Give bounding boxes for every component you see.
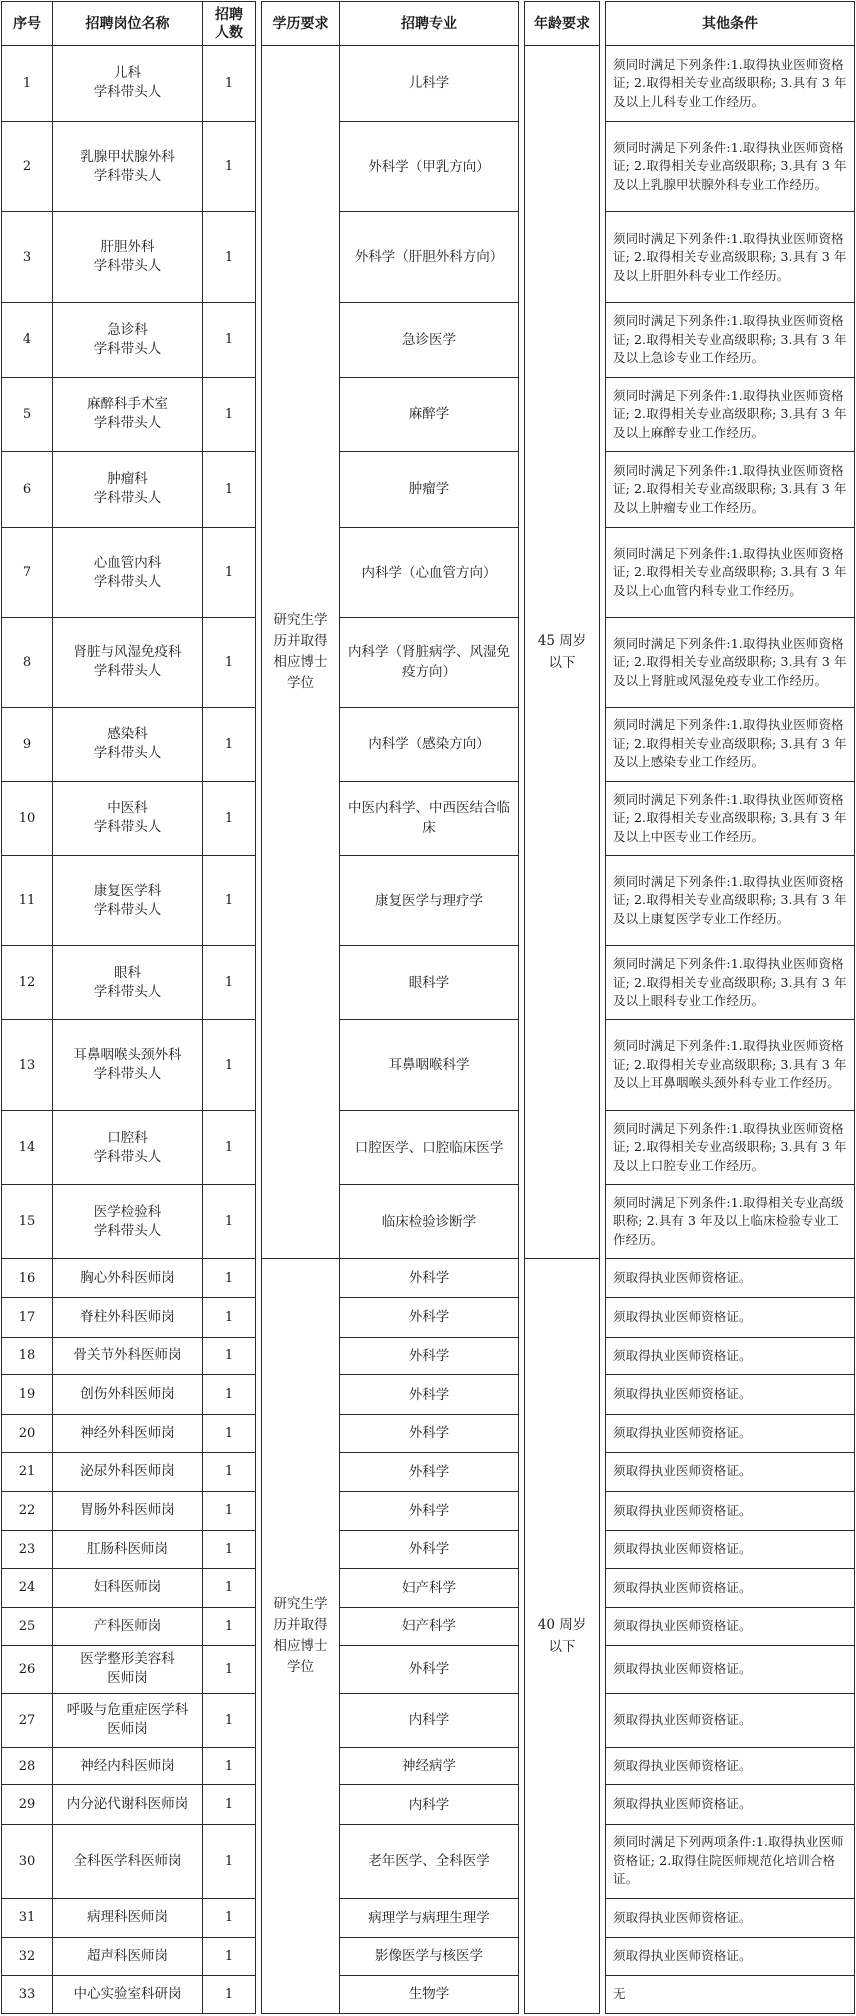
other-conditions-cell: 须同时满足下列条件:1.取得执业医师资格证; 2.取得相关专业高级职称; 3.具有 3 年及以上中医专业工作经历。: [606, 781, 855, 855]
count-cell: 1: [203, 1568, 256, 1607]
seq-cell: 24: [2, 1568, 53, 1607]
major-cell: 外科学（肝胆外科方向）: [340, 212, 519, 303]
major-cell: 外科学: [340, 1259, 519, 1298]
other-conditions-cell: 须取得执业医师资格证。: [606, 1375, 855, 1414]
other-conditions-cell: 须同时满足下列条件:1.取得执业医师资格证; 2.取得相关专业高级职称; 3.具有 3 年及以上急诊专业工作经历。: [606, 303, 855, 378]
education-cell: 研究生学 历并取得 相应博士 学位: [262, 1259, 340, 2014]
count-cell: 1: [203, 1452, 256, 1491]
seq-cell: 15: [2, 1185, 53, 1259]
major-cell: 肿瘤学: [340, 451, 519, 527]
post-name-cell: 呼吸与危重症医学科 医师岗: [53, 1693, 203, 1747]
major-cell: 康复医学与理疗学: [340, 855, 519, 946]
count-cell: 1: [203, 451, 256, 527]
count-cell: 1: [203, 46, 256, 122]
count-cell: 1: [203, 1898, 256, 1937]
seq-cell: 8: [2, 618, 53, 707]
post-name-cell: 神经内科医师岗: [53, 1747, 203, 1785]
post-name-cell: 医学整形美容科 医师岗: [53, 1645, 203, 1693]
post-name-cell: 产科医师岗: [53, 1608, 203, 1646]
post-name-cell: 创伤外科医师岗: [53, 1375, 203, 1414]
count-cell: 1: [203, 1259, 256, 1298]
other-conditions-cell: 须取得执业医师资格证。: [606, 1530, 855, 1568]
table-row: [2, 618, 855, 707]
seq-cell: 6: [2, 451, 53, 527]
table-row: [2, 707, 855, 781]
major-cell: 外科学: [340, 1337, 519, 1375]
count-cell: 1: [203, 303, 256, 378]
count-cell: 1: [203, 377, 256, 451]
post-name-cell: 感染科 学科带头人: [53, 707, 203, 781]
count-cell: 1: [203, 1645, 256, 1693]
major-cell: 外科学: [340, 1491, 519, 1530]
seq-cell: 20: [2, 1414, 53, 1452]
table-row: [2, 1975, 855, 2013]
seq-cell: 5: [2, 377, 53, 451]
table-row: [2, 1608, 855, 1646]
major-cell: 老年医学、全科医学: [340, 1824, 519, 1898]
major-cell: 妇产科学: [340, 1608, 519, 1646]
count-cell: 1: [203, 1298, 256, 1337]
post-name-cell: 儿科 学科带头人: [53, 46, 203, 122]
other-conditions-cell: 须取得执业医师资格证。: [606, 1608, 855, 1646]
seq-cell: 11: [2, 855, 53, 946]
post-name-cell: 耳鼻咽喉头颈外科 学科带头人: [53, 1020, 203, 1111]
table-row: [2, 451, 855, 527]
other-conditions-cell: 须同时满足下列条件:1.取得执业医师资格证; 2.取得相关专业高级职称; 3.具有 3 年及以上康复医学专业工作经历。: [606, 855, 855, 946]
age-cell: 40 周岁 以下: [525, 1259, 600, 2014]
post-name-cell: 全科医学科医师岗: [53, 1824, 203, 1898]
table-row: [2, 1375, 855, 1414]
major-cell: 耳鼻咽喉科学: [340, 1020, 519, 1111]
other-conditions-cell: 须同时满足下列条件:1.取得执业医师资格证; 2.取得相关专业高级职称; 3.具有 3 年及以上耳鼻咽喉头颈外科专业工作经历。: [606, 1020, 855, 1111]
other-conditions-cell: 须取得执业医师资格证。: [606, 1937, 855, 1975]
count-cell: 1: [203, 1747, 256, 1785]
count-cell: 1: [203, 781, 256, 855]
table-row: [2, 781, 855, 855]
post-name-cell: 肾脏与风湿免疫科 学科带头人: [53, 618, 203, 707]
post-name-cell: 内分泌代谢科医师岗: [53, 1785, 203, 1824]
post-name-cell: 康复医学科 学科带头人: [53, 855, 203, 946]
other-conditions-cell: 须同时满足下列条件:1.取得执业医师资格证; 2.取得相关专业高级职称; 3.具有 3 年及以上儿科专业工作经历。: [606, 46, 855, 122]
post-name-cell: 乳腺甲状腺外科 学科带头人: [53, 121, 203, 212]
count-cell: 1: [203, 1414, 256, 1452]
table-row: [2, 1491, 855, 1530]
header-post: 招聘岗位名称: [53, 2, 203, 46]
table-row: [2, 121, 855, 212]
header-age: 年龄要求: [525, 2, 600, 46]
post-name-cell: 心血管内科 学科带头人: [53, 527, 203, 618]
table-row: [2, 1747, 855, 1785]
seq-cell: 27: [2, 1693, 53, 1747]
table-row: [2, 1693, 855, 1747]
header-seq: 序号: [2, 2, 53, 46]
seq-cell: 9: [2, 707, 53, 781]
major-cell: 神经病学: [340, 1747, 519, 1785]
header-education: 学历要求: [262, 2, 340, 46]
seq-cell: 33: [2, 1975, 53, 2013]
seq-cell: 4: [2, 303, 53, 378]
major-cell: 内科学（心血管方向）: [340, 527, 519, 618]
table-row: [2, 1185, 855, 1259]
count-cell: 1: [203, 1693, 256, 1747]
table-row: [2, 1337, 855, 1375]
major-cell: 口腔医学、口腔临床医学: [340, 1111, 519, 1185]
seq-cell: 25: [2, 1608, 53, 1646]
seq-cell: 13: [2, 1020, 53, 1111]
major-cell: 妇产科学: [340, 1568, 519, 1607]
other-conditions-cell: 须同时满足下列两项条件:1.取得执业医师资格证; 2.取得住院医师规范化培训合格证。: [606, 1824, 855, 1898]
header-major: 招聘专业: [340, 2, 519, 46]
count-cell: 1: [203, 1824, 256, 1898]
count-cell: 1: [203, 121, 256, 212]
post-name-cell: 胃肠外科医师岗: [53, 1491, 203, 1530]
post-name-cell: 口腔科 学科带头人: [53, 1111, 203, 1185]
seq-cell: 3: [2, 212, 53, 303]
seq-cell: 23: [2, 1530, 53, 1568]
major-cell: 影像医学与核医学: [340, 1937, 519, 1975]
seq-cell: 29: [2, 1785, 53, 1824]
other-conditions-cell: 须同时满足下列条件:1.取得执业医师资格证; 2.取得相关专业高级职称; 3.具有 3 年及以上眼科专业工作经历。: [606, 946, 855, 1020]
post-name-cell: 急诊科 学科带头人: [53, 303, 203, 378]
table-row: [2, 1898, 855, 1937]
seq-cell: 18: [2, 1337, 53, 1375]
table-row: [2, 303, 855, 378]
major-cell: 儿科学: [340, 46, 519, 122]
other-conditions-cell: 须取得执业医师资格证。: [606, 1414, 855, 1452]
other-conditions-cell: 须取得执业医师资格证。: [606, 1298, 855, 1337]
other-conditions-cell: 须同时满足下列条件:1.取得执业医师资格证; 2.取得相关专业高级职称; 3.具有 3 年及以上感染专业工作经历。: [606, 707, 855, 781]
table-row: [2, 1111, 855, 1185]
major-cell: 外科学: [340, 1375, 519, 1414]
seq-cell: 14: [2, 1111, 53, 1185]
post-name-cell: 肝胆外科 学科带头人: [53, 212, 203, 303]
major-cell: 急诊医学: [340, 303, 519, 378]
seq-cell: 32: [2, 1937, 53, 1975]
other-conditions-cell: 须同时满足下列条件:1.取得相关专业高级职称; 2.具有 3 年及以上临床检验专业工作经历。: [606, 1185, 855, 1259]
age-cell: 45 周岁 以下: [525, 46, 600, 1259]
other-conditions-cell: 须同时满足下列条件:1.取得执业医师资格证; 2.取得相关专业高级职称; 3.具有 3 年及以上心血管内科专业工作经历。: [606, 527, 855, 618]
other-conditions-cell: 须同时满足下列条件:1.取得执业医师资格证; 2.取得相关专业高级职称; 3.具有 3 年及以上肝胆外科专业工作经历。: [606, 212, 855, 303]
table-row: [2, 527, 855, 618]
seq-cell: 28: [2, 1747, 53, 1785]
count-cell: 1: [203, 1020, 256, 1111]
table-row: [2, 1568, 855, 1607]
post-name-cell: 骨关节外科医师岗: [53, 1337, 203, 1375]
seq-cell: 17: [2, 1298, 53, 1337]
post-name-cell: 中心实验室科研岗: [53, 1975, 203, 2013]
count-cell: 1: [203, 946, 256, 1020]
major-cell: 麻醉学: [340, 377, 519, 451]
table-row: [2, 377, 855, 451]
count-cell: 1: [203, 1491, 256, 1530]
table-row: [2, 1937, 855, 1975]
count-cell: 1: [203, 1375, 256, 1414]
seq-cell: 19: [2, 1375, 53, 1414]
other-conditions-cell: 须取得执业医师资格证。: [606, 1645, 855, 1693]
post-name-cell: 中医科 学科带头人: [53, 781, 203, 855]
table-row: [2, 1824, 855, 1898]
other-conditions-cell: 须取得执业医师资格证。: [606, 1747, 855, 1785]
other-conditions-cell: 须取得执业医师资格证。: [606, 1568, 855, 1607]
seq-cell: 12: [2, 946, 53, 1020]
education-cell: 研究生学 历并取得 相应博士 学位: [262, 46, 340, 1259]
header-count: 招聘 人数: [203, 2, 256, 46]
other-conditions-cell: 须取得执业医师资格证。: [606, 1259, 855, 1298]
table-row: [2, 212, 855, 303]
other-conditions-cell: 须同时满足下列条件:1.取得执业医师资格证; 2.取得相关专业高级职称; 3.具有 3 年及以上口腔专业工作经历。: [606, 1111, 855, 1185]
table-row: [2, 1020, 855, 1111]
seq-cell: 22: [2, 1491, 53, 1530]
header-row: [2, 2, 855, 46]
other-conditions-cell: 须取得执业医师资格证。: [606, 1337, 855, 1375]
seq-cell: 7: [2, 527, 53, 618]
table-row: [2, 1785, 855, 1824]
major-cell: 内科学（感染方向）: [340, 707, 519, 781]
major-cell: 外科学: [340, 1414, 519, 1452]
post-name-cell: 脊柱外科医师岗: [53, 1298, 203, 1337]
major-cell: 外科学: [340, 1452, 519, 1491]
other-conditions-cell: 须取得执业医师资格证。: [606, 1452, 855, 1491]
table-row: [2, 855, 855, 946]
other-conditions-cell: 须同时满足下列条件:1.取得执业医师资格证; 2.取得相关专业高级职称; 3.具有 3 年及以上乳腺甲状腺外科专业工作经历。: [606, 121, 855, 212]
table-row: [2, 946, 855, 1020]
count-cell: 1: [203, 1185, 256, 1259]
table-row: [2, 1298, 855, 1337]
major-cell: 内科学: [340, 1693, 519, 1747]
post-name-cell: 泌尿外科医师岗: [53, 1452, 203, 1491]
major-cell: 内科学: [340, 1785, 519, 1824]
other-conditions-cell: 须同时满足下列条件:1.取得执业医师资格证; 2.取得相关专业高级职称; 3.具有 3 年及以上麻醉专业工作经历。: [606, 377, 855, 451]
count-cell: 1: [203, 1937, 256, 1975]
major-cell: 外科学: [340, 1298, 519, 1337]
major-cell: 眼科学: [340, 946, 519, 1020]
other-conditions-cell: 须取得执业医师资格证。: [606, 1785, 855, 1824]
major-cell: 内科学（肾脏病学、风湿免疫方向）: [340, 618, 519, 707]
post-name-cell: 神经外科医师岗: [53, 1414, 203, 1452]
seq-cell: 21: [2, 1452, 53, 1491]
post-name-cell: 肛肠科医师岗: [53, 1530, 203, 1568]
seq-cell: 31: [2, 1898, 53, 1937]
count-cell: 1: [203, 1608, 256, 1646]
major-cell: 临床检验诊断学: [340, 1185, 519, 1259]
major-cell: 病理学与病理生理学: [340, 1898, 519, 1937]
table-row: [2, 1259, 855, 1298]
count-cell: 1: [203, 1785, 256, 1824]
seq-cell: 16: [2, 1259, 53, 1298]
count-cell: 1: [203, 1975, 256, 2013]
seq-cell: 30: [2, 1824, 53, 1898]
seq-cell: 1: [2, 46, 53, 122]
post-name-cell: 病理科医师岗: [53, 1898, 203, 1937]
post-name-cell: 麻醉科手术室 学科带头人: [53, 377, 203, 451]
count-cell: 1: [203, 1337, 256, 1375]
major-cell: 中医内科学、中西医结合临床: [340, 781, 519, 855]
table-row: [2, 1452, 855, 1491]
recruitment-table: [1, 1, 855, 2014]
count-cell: 1: [203, 527, 256, 618]
post-name-cell: 妇科医师岗: [53, 1568, 203, 1607]
table-row: [2, 46, 855, 122]
other-conditions-cell: 须同时满足下列条件:1.取得执业医师资格证; 2.取得相关专业高级职称; 3.具有 3 年及以上肿瘤专业工作经历。: [606, 451, 855, 527]
post-name-cell: 超声科医师岗: [53, 1937, 203, 1975]
table-row: [2, 1645, 855, 1693]
post-name-cell: 胸心外科医师岗: [53, 1259, 203, 1298]
other-conditions-cell: 须同时满足下列条件:1.取得执业医师资格证; 2.取得相关专业高级职称; 3.具有 3 年及以上肾脏或风湿免疫专业工作经历。: [606, 618, 855, 707]
major-cell: 外科学（甲乳方向）: [340, 121, 519, 212]
major-cell: 外科学: [340, 1645, 519, 1693]
table-row: [2, 1414, 855, 1452]
count-cell: 1: [203, 855, 256, 946]
count-cell: 1: [203, 212, 256, 303]
table-row: [2, 1530, 855, 1568]
count-cell: 1: [203, 1111, 256, 1185]
post-name-cell: 眼科 学科带头人: [53, 946, 203, 1020]
other-conditions-cell: 须取得执业医师资格证。: [606, 1898, 855, 1937]
post-name-cell: 医学检验科 学科带头人: [53, 1185, 203, 1259]
seq-cell: 10: [2, 781, 53, 855]
other-conditions-cell: 须取得执业医师资格证。: [606, 1693, 855, 1747]
count-cell: 1: [203, 1530, 256, 1568]
other-conditions-cell: 须取得执业医师资格证。: [606, 1491, 855, 1530]
other-conditions-cell: 无: [606, 1975, 855, 2013]
major-cell: 外科学: [340, 1530, 519, 1568]
major-cell: 生物学: [340, 1975, 519, 2013]
count-cell: 1: [203, 707, 256, 781]
post-name-cell: 肿瘤科 学科带头人: [53, 451, 203, 527]
seq-cell: 2: [2, 121, 53, 212]
header-other: 其他条件: [606, 2, 855, 46]
count-cell: 1: [203, 618, 256, 707]
seq-cell: 26: [2, 1645, 53, 1693]
